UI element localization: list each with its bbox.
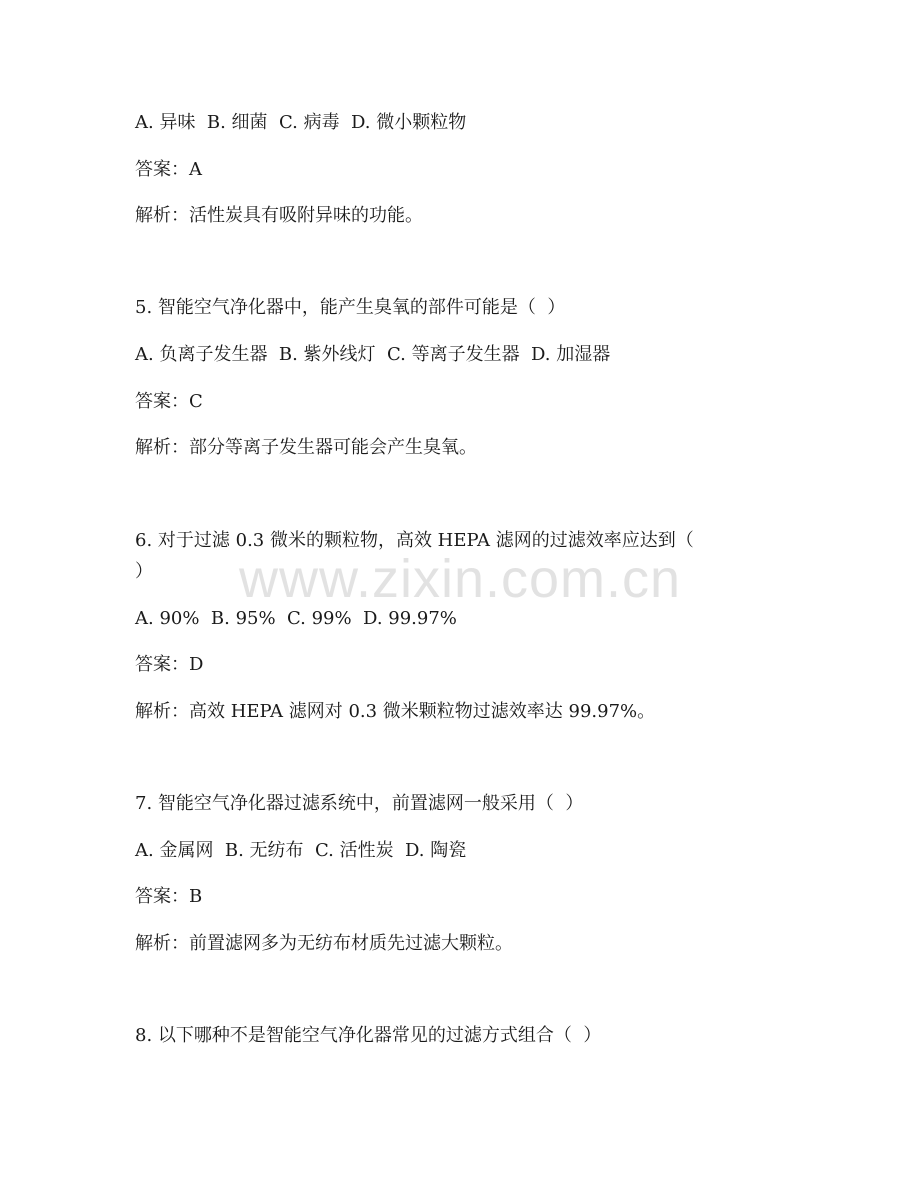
- q4-answer: 答案：A: [135, 159, 202, 180]
- q5-options: A. 负离子发生器 B. 紫外线灯 C. 等离子发生器 D. 加湿器: [135, 344, 611, 365]
- q6-answer: 答案：D: [135, 654, 204, 675]
- q6-options: A. 90% B. 95% C. 99% D. 99.97%: [135, 608, 457, 629]
- q6-analysis: 解析：高效 HEPA 滤网对 0.3 微米颗粒物过滤效率达 99.97%。: [135, 701, 656, 722]
- q7-analysis: 解析：前置滤网多为无纺布材质先过滤大颗粒。: [135, 933, 513, 954]
- watermark: www.zixin.com.cn: [238, 549, 682, 609]
- q6-question-line2: ）: [135, 561, 153, 582]
- q4-options: A. 异味 B. 细菌 C. 病毒 D. 微小颗粒物: [135, 112, 467, 133]
- q6-question-line1: 6. 对于过滤 0.3 微米的颗粒物，高效 HEPA 滤网的过滤效率应达到（: [135, 530, 694, 551]
- q5-question: 5. 智能空气净化器中，能产生臭氧的部件可能是（ ）: [135, 297, 566, 318]
- q7-question: 7. 智能空气净化器过滤系统中，前置滤网一般采用（ ）: [135, 793, 584, 814]
- q5-answer: 答案：C: [135, 391, 203, 412]
- q7-answer: 答案：B: [135, 886, 203, 907]
- q4-analysis: 解析：活性炭具有吸附异味的功能。: [135, 205, 423, 226]
- q8-question: 8. 以下哪种不是智能空气净化器常见的过滤方式组合（ ）: [135, 1025, 602, 1046]
- q7-options: A. 金属网 B. 无纺布 C. 活性炭 D. 陶瓷: [135, 840, 467, 861]
- q5-analysis: 解析：部分等离子发生器可能会产生臭氧。: [135, 437, 477, 458]
